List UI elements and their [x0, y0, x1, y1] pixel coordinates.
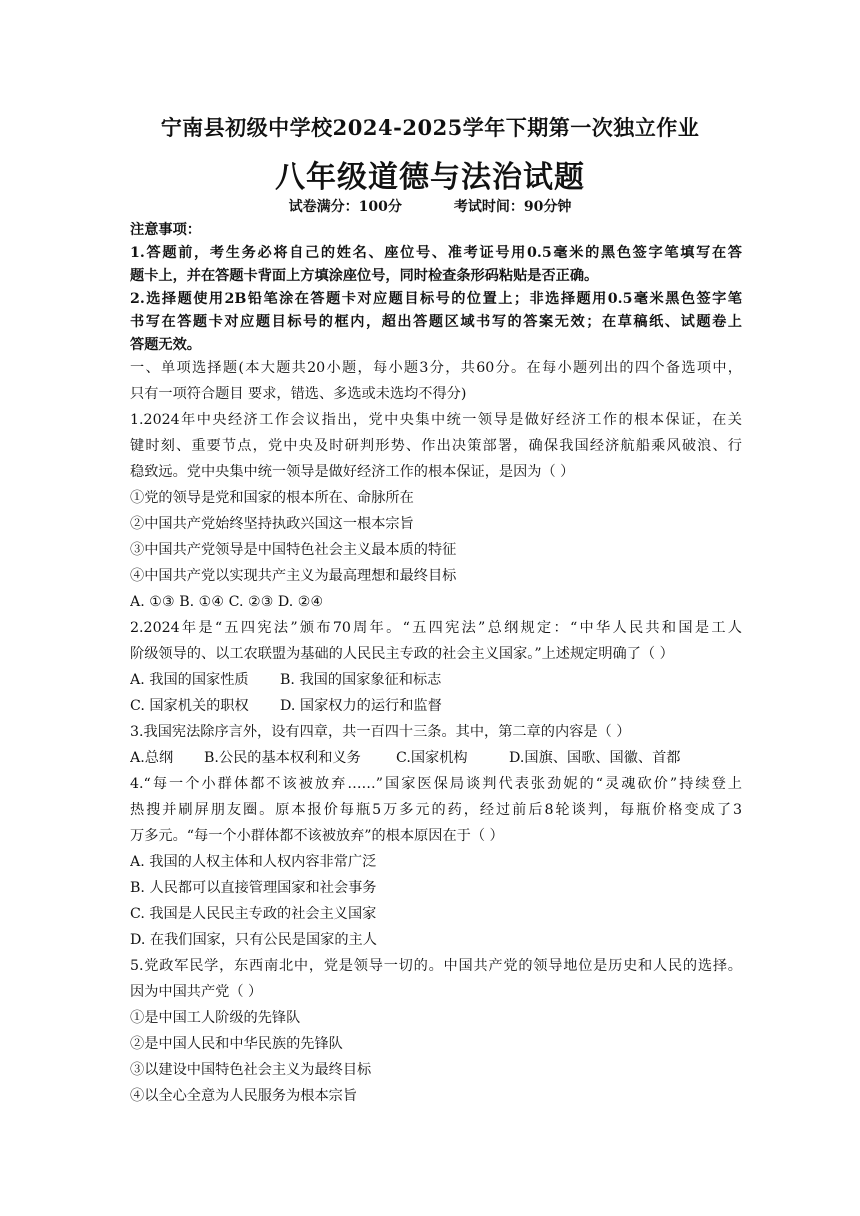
option-b: B. 我国的国家象征和标志	[280, 672, 442, 688]
question-1-options: A. ①③ B. ①④ C. ②③ D. ②④	[130, 594, 324, 610]
question-5-stem: 5.党政军民学，东西南北中，党是领导一切的。中国共产党的领导地位是历史和人民的选择。	[130, 958, 742, 974]
option-a: A. 我国的人权主体和人权内容非常广泛	[130, 854, 377, 870]
question-5-item: ③以建设中国特色社会主义为最终目标	[130, 1062, 372, 1078]
question-2-stem: 阶级领导的、以工农联盟为基础的人民民主专政的社会主义国家。”上述规定明确了（ ）	[130, 646, 674, 662]
question-5-item: ①是中国工人阶级的先锋队	[130, 1010, 301, 1026]
question-4-stem: 4.“每一个小群体都不该被放弃……”国家医保局谈判代表张劲妮的“灵魂砍价”持续登上	[130, 776, 742, 792]
option-d: D. 国家权力的运行和监督	[280, 698, 442, 714]
question-1-stem: 稳致远。党中央集中统一领导是做好经济工作的根本保证，是因为（ ）	[130, 464, 575, 480]
option-d: D. 在我们国家，只有公民是国家的主人	[130, 932, 377, 948]
option-a: A.总纲	[130, 750, 174, 766]
section-heading: 只有一项符合题目 要求，错选、多选或未选均不得分)	[130, 386, 467, 402]
question-3-stem: 3.我国宪法除序言外，设有四章，共一百四十三条。其中，第二章的内容是（ ）	[130, 724, 631, 740]
question-3-options-row	[130, 748, 742, 768]
notice-line: 2.选择题使用2B铅笔涂在答题卡对应题目标号的位置上；非选择题用0.5毫米黑色签字笔	[130, 291, 742, 307]
option-c: C. 国家机关的职权	[130, 698, 249, 714]
notice-line: 题卡上，并在答题卡背面上方填涂座位号，同时检查条形码粘贴是否正确。	[130, 268, 599, 284]
exam-info	[0, 196, 860, 216]
question-4-stem: 热搜并刷屏朋友圈。原本报价每瓶5万多元的药，经过前后8轮谈判，每瓶价格变成了3	[130, 802, 742, 818]
question-1-stem: 1.2024年中央经济工作会议指出，党中央集中统一领导是做好经济工作的根本保证，在关	[130, 412, 742, 428]
question-4-stem: 万多元。“每一个小群体都不该被放弃”的根本原因在于（ ）	[130, 828, 504, 844]
question-5-stem: 因为中国共产党（ ）	[130, 984, 263, 1000]
question-1-item: ②中国共产党始终坚持执政兴国这一根本宗旨	[130, 516, 414, 532]
question-5-item: ④以全心全意为人民服务为根本宗旨	[130, 1088, 358, 1104]
exam-title: 宁南县初级中学校2024-2025学年下期第一次独立作业	[160, 115, 700, 140]
question-1-item: ④中国共产党以实现共产主义为最高理想和最终目标	[130, 568, 457, 584]
subject-title: 八年级道德与法治试题	[275, 160, 585, 195]
question-2-options-row	[130, 696, 742, 716]
option-c: C.国家机构	[396, 750, 468, 766]
question-5-item: ②是中国人民和中华民族的先锋队	[130, 1036, 343, 1052]
option-c: C. 我国是人民民主专政的社会主义国家	[130, 906, 377, 922]
question-2-options-row	[130, 670, 742, 690]
full-score: 试卷满分：100分	[288, 199, 402, 215]
notice-line: 1.答题前，考生务必将自己的姓名、座位号、准考证号用0.5毫米的黑色签字笔填写在答	[130, 245, 742, 261]
question-1-stem: 键时刻、重要节点，党中央及时研判形势、作出决策部署，确保我国经济航船乘风破浪、行	[130, 438, 742, 454]
exam-time: 考试时间：90分钟	[453, 199, 572, 215]
option-b: B.公民的基本权利和义务	[204, 750, 361, 766]
question-1-item: ①党的领导是党和国家的根本所在、命脉所在	[130, 490, 414, 506]
option-d: D.国旗、国歌、国徽、首都	[509, 750, 681, 766]
notice-line: 书写在答题卡对应题目标号的框内，超出答题区域书写的答案无效；在草稿纸、试题卷上	[130, 314, 742, 330]
notice-heading: 注意事项：	[130, 222, 201, 238]
option-b: B. 人民都可以直接管理国家和社会事务	[130, 880, 377, 896]
notice-line: 答题无效。	[130, 337, 201, 353]
question-1-item: ③中国共产党领导是中国特色社会主义最本质的特征	[130, 542, 457, 558]
question-2-stem: 2.2024年是“五四宪法”颁布70周年。“五四宪法”总纲规定：“中华人民共和国是工人	[130, 620, 742, 636]
section-heading: 一、单项选择题(本大题共20小题，每小题3分，共60分。在每小题列出的四个备选项中，	[130, 360, 742, 376]
option-a: A. 我国的国家性质	[130, 672, 249, 688]
